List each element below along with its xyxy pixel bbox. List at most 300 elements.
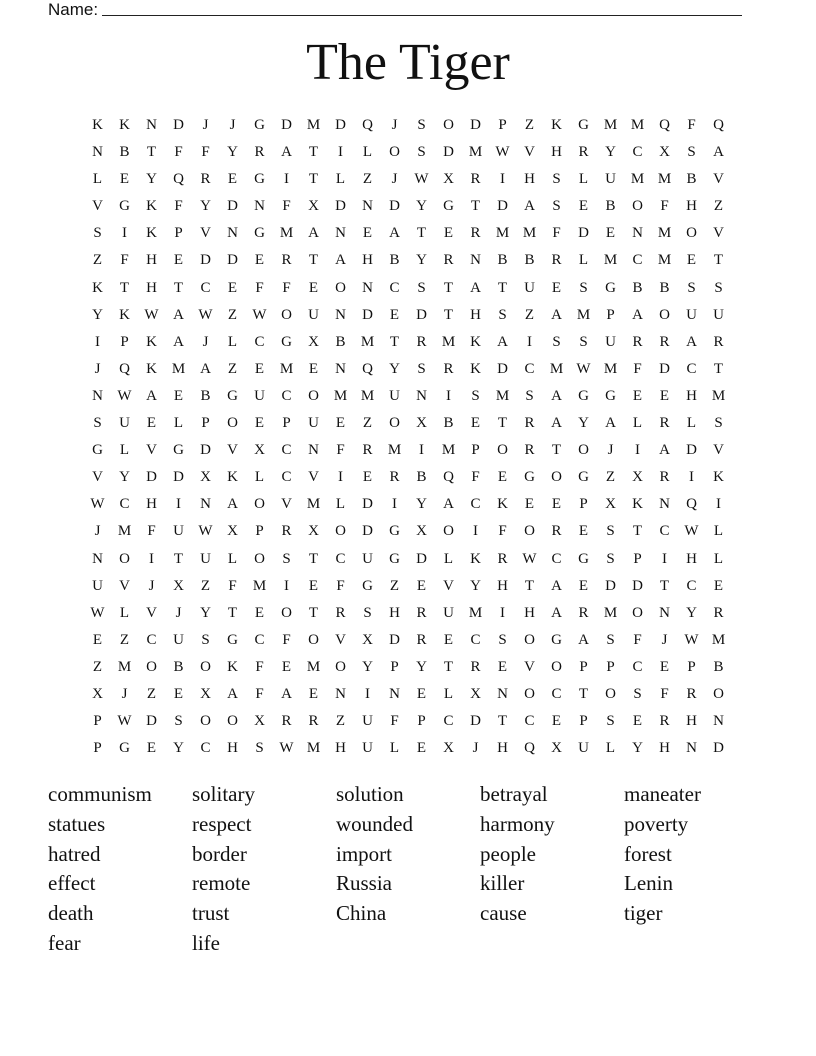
grid-letter[interactable]: E (524, 496, 535, 513)
grid-letter[interactable]: T (308, 604, 319, 621)
grid-letter[interactable]: G (578, 550, 589, 567)
grid-letter[interactable]: U (92, 577, 103, 594)
grid-letter[interactable]: S (282, 550, 291, 567)
grid-letter[interactable]: G (389, 523, 400, 540)
grid-letter[interactable]: B (443, 415, 454, 432)
grid-letter[interactable]: D (362, 496, 373, 513)
grid-letter[interactable]: N (227, 225, 238, 242)
grid-letter[interactable]: M (711, 631, 726, 648)
grid-letter[interactable]: T (713, 252, 724, 269)
grid-letter[interactable]: F (660, 198, 669, 215)
grid-letter[interactable]: J (94, 523, 101, 540)
grid-letter[interactable]: M (603, 604, 618, 621)
grid-letter[interactable]: T (470, 198, 481, 215)
grid-letter[interactable]: B (632, 279, 643, 296)
grid-letter[interactable]: E (227, 171, 238, 188)
grid-letter[interactable]: O (281, 306, 292, 323)
grid-letter[interactable]: K (119, 306, 130, 323)
grid-letter[interactable]: M (252, 577, 267, 594)
grid-letter[interactable]: M (306, 740, 321, 757)
grid-letter[interactable]: M (549, 360, 564, 377)
grid-letter[interactable]: P (579, 496, 588, 513)
grid-letter[interactable]: M (495, 387, 510, 404)
grid-letter[interactable]: O (227, 415, 238, 432)
grid-letter[interactable]: I (662, 550, 667, 567)
grid-letter[interactable]: Y (92, 306, 103, 323)
grid-letter[interactable]: H (551, 144, 562, 161)
grid-letter[interactable]: M (657, 252, 672, 269)
grid-letter[interactable]: G (254, 117, 265, 133)
grid-letter[interactable]: E (281, 658, 292, 675)
grid-letter[interactable]: M (387, 442, 402, 459)
grid-letter[interactable]: A (551, 387, 562, 404)
grid-letter[interactable]: S (471, 387, 480, 404)
grid-letter[interactable]: H (686, 550, 697, 567)
grid-letter[interactable]: D (416, 550, 427, 567)
grid-letter[interactable]: Z (362, 171, 373, 188)
grid-letter[interactable]: Z (362, 415, 373, 432)
grid-letter[interactable]: T (659, 577, 670, 594)
grid-letter[interactable]: A (281, 685, 292, 702)
grid-letter[interactable]: R (551, 252, 562, 269)
grid-letter[interactable]: E (146, 740, 157, 757)
grid-letter[interactable]: A (335, 252, 346, 269)
grid-letter[interactable]: I (527, 333, 532, 350)
grid-letter[interactable]: M (306, 658, 321, 675)
grid-letter[interactable]: M (117, 658, 132, 675)
grid-letter[interactable]: O (389, 144, 400, 161)
grid-letter[interactable]: Z (335, 713, 346, 730)
name-blank-line[interactable] (102, 1, 742, 16)
grid-letter[interactable]: Y (605, 144, 616, 161)
grid-letter[interactable]: R (659, 333, 670, 350)
grid-letter[interactable]: D (335, 198, 346, 215)
grid-letter[interactable]: M (279, 360, 294, 377)
grid-letter[interactable]: D (686, 442, 697, 459)
grid-letter[interactable]: R (659, 713, 670, 730)
grid-letter[interactable]: J (391, 171, 398, 188)
grid-letter[interactable]: B (335, 333, 346, 350)
grid-letter[interactable]: Z (524, 117, 535, 133)
grid-letter[interactable]: K (146, 198, 157, 215)
grid-letter[interactable]: S (201, 631, 210, 648)
grid-letter[interactable]: C (686, 577, 697, 594)
grid-letter[interactable]: O (254, 550, 265, 567)
grid-letter[interactable]: Y (173, 740, 184, 757)
grid-letter[interactable]: N (308, 442, 319, 459)
grid-letter[interactable]: D (578, 225, 589, 242)
grid-letter[interactable]: V (281, 496, 292, 513)
grid-letter[interactable]: T (308, 550, 319, 567)
grid-letter[interactable]: E (497, 469, 508, 486)
grid-letter[interactable]: D (470, 117, 481, 133)
grid-letter[interactable]: R (443, 252, 454, 269)
grid-letter[interactable]: O (497, 442, 508, 459)
grid-letter[interactable]: V (146, 604, 157, 621)
grid-letter[interactable]: N (362, 279, 373, 296)
grid-letter[interactable]: T (173, 550, 184, 567)
grid-letter[interactable]: D (362, 523, 373, 540)
grid-letter[interactable]: D (173, 469, 184, 486)
grid-letter[interactable]: A (470, 279, 481, 296)
grid-letter[interactable]: A (173, 333, 184, 350)
grid-letter[interactable]: I (473, 523, 478, 540)
grid-letter[interactable]: U (605, 333, 616, 350)
grid-letter[interactable]: Z (227, 306, 238, 323)
grid-letter[interactable]: O (308, 631, 319, 648)
grid-letter[interactable]: O (551, 658, 562, 675)
grid-letter[interactable]: T (443, 658, 454, 675)
grid-letter[interactable]: C (524, 360, 535, 377)
grid-letter[interactable]: E (416, 577, 427, 594)
grid-letter[interactable]: L (389, 740, 400, 757)
grid-letter[interactable]: J (202, 333, 209, 350)
grid-letter[interactable]: G (443, 198, 454, 215)
grid-letter[interactable]: V (308, 469, 319, 486)
grid-letter[interactable]: F (147, 523, 156, 540)
grid-letter[interactable]: M (495, 225, 510, 242)
grid-letter[interactable]: A (713, 144, 724, 161)
grid-letter[interactable]: K (551, 117, 562, 133)
grid-letter[interactable]: P (606, 306, 615, 323)
grid-letter[interactable]: A (659, 442, 670, 459)
grid-letter[interactable]: R (659, 469, 670, 486)
grid-letter[interactable]: S (714, 279, 723, 296)
grid-letter[interactable]: C (659, 523, 670, 540)
grid-letter[interactable]: V (443, 577, 454, 594)
grid-letter[interactable]: U (308, 306, 319, 323)
grid-letter[interactable]: R (470, 171, 481, 188)
grid-letter[interactable]: P (120, 333, 129, 350)
grid-letter[interactable]: N (470, 252, 481, 269)
grid-letter[interactable]: E (443, 225, 454, 242)
grid-letter[interactable]: E (416, 740, 427, 757)
grid-letter[interactable]: K (497, 496, 508, 513)
grid-letter[interactable]: M (657, 171, 672, 188)
grid-letter[interactable]: M (468, 144, 483, 161)
grid-letter[interactable]: F (174, 198, 183, 215)
grid-letter[interactable]: C (632, 252, 643, 269)
grid-letter[interactable]: J (607, 442, 614, 459)
grid-letter[interactable]: R (416, 604, 427, 621)
grid-letter[interactable]: A (524, 198, 535, 215)
grid-letter[interactable]: Y (416, 658, 427, 675)
grid-letter[interactable]: J (121, 685, 128, 702)
grid-letter[interactable]: F (282, 279, 291, 296)
grid-letter[interactable]: T (308, 144, 319, 161)
grid-letter[interactable]: S (606, 550, 615, 567)
grid-letter[interactable]: F (336, 577, 345, 594)
grid-letter[interactable]: O (524, 631, 535, 648)
grid-letter[interactable]: R (200, 171, 211, 188)
grid-letter[interactable]: O (632, 198, 643, 215)
grid-letter[interactable]: T (443, 279, 454, 296)
grid-letter[interactable]: M (171, 360, 186, 377)
grid-letter[interactable]: R (578, 604, 589, 621)
grid-letter[interactable]: S (417, 360, 426, 377)
grid-letter[interactable]: S (498, 631, 507, 648)
grid-letter[interactable]: U (173, 631, 184, 648)
grid-letter[interactable]: M (711, 387, 726, 404)
grid-letter[interactable]: W (90, 604, 105, 621)
grid-letter[interactable]: W (198, 523, 213, 540)
grid-letter[interactable]: L (578, 171, 589, 188)
grid-letter[interactable]: H (146, 279, 157, 296)
grid-letter[interactable]: I (122, 225, 127, 242)
grid-letter[interactable]: U (686, 306, 697, 323)
grid-letter[interactable]: G (551, 631, 562, 648)
grid-letter[interactable]: I (635, 442, 640, 459)
grid-letter[interactable]: O (227, 713, 238, 730)
grid-letter[interactable]: E (308, 685, 319, 702)
grid-letter[interactable]: S (93, 415, 102, 432)
grid-letter[interactable]: N (659, 604, 670, 621)
grid-letter[interactable]: N (335, 225, 346, 242)
grid-letter[interactable]: P (93, 713, 102, 730)
grid-letter[interactable]: T (119, 279, 130, 296)
grid-letter[interactable]: D (146, 713, 157, 730)
grid-letter[interactable]: J (229, 117, 236, 133)
grid-letter[interactable]: U (254, 387, 265, 404)
grid-letter[interactable]: W (117, 713, 132, 730)
grid-letter[interactable]: O (335, 523, 346, 540)
grid-letter[interactable]: G (92, 442, 103, 459)
grid-letter[interactable]: F (201, 144, 210, 161)
grid-letter[interactable]: L (713, 523, 724, 540)
grid-letter[interactable]: D (227, 198, 238, 215)
grid-letter[interactable]: R (524, 442, 535, 459)
grid-letter[interactable]: X (227, 523, 238, 540)
grid-letter[interactable]: U (362, 550, 373, 567)
grid-letter[interactable]: V (713, 442, 724, 459)
grid-letter[interactable]: E (443, 631, 454, 648)
grid-letter[interactable]: S (525, 387, 534, 404)
grid-letter[interactable]: E (362, 225, 373, 242)
grid-letter[interactable]: A (686, 333, 697, 350)
grid-letter[interactable]: X (605, 496, 616, 513)
grid-letter[interactable]: Z (524, 306, 535, 323)
grid-letter[interactable]: F (174, 144, 183, 161)
grid-letter[interactable]: L (713, 550, 724, 567)
grid-letter[interactable]: X (470, 685, 481, 702)
grid-letter[interactable]: L (443, 550, 454, 567)
grid-letter[interactable]: U (119, 415, 130, 432)
grid-letter[interactable]: E (227, 279, 238, 296)
grid-letter[interactable]: W (684, 523, 699, 540)
grid-letter[interactable]: V (524, 658, 535, 675)
grid-letter[interactable]: I (689, 469, 694, 486)
grid-letter[interactable]: R (686, 685, 697, 702)
grid-letter[interactable]: L (632, 415, 643, 432)
grid-letter[interactable]: Z (92, 658, 103, 675)
grid-letter[interactable]: X (416, 523, 427, 540)
grid-letter[interactable]: D (173, 117, 184, 133)
grid-letter[interactable]: X (308, 333, 319, 350)
grid-letter[interactable]: O (281, 604, 292, 621)
grid-letter[interactable]: F (120, 252, 129, 269)
grid-letter[interactable]: Y (632, 740, 643, 757)
grid-letter[interactable]: U (362, 713, 373, 730)
grid-letter[interactable]: M (468, 604, 483, 621)
grid-letter[interactable]: D (281, 117, 292, 133)
grid-letter[interactable]: D (497, 360, 508, 377)
grid-letter[interactable]: N (335, 306, 346, 323)
grid-letter[interactable]: M (279, 225, 294, 242)
grid-letter[interactable]: N (92, 550, 103, 567)
grid-letter[interactable]: D (659, 360, 670, 377)
grid-letter[interactable]: L (686, 415, 697, 432)
grid-letter[interactable]: F (660, 685, 669, 702)
grid-letter[interactable]: F (552, 225, 561, 242)
grid-letter[interactable]: X (254, 442, 265, 459)
grid-letter[interactable]: J (472, 740, 479, 757)
grid-letter[interactable]: K (632, 496, 643, 513)
grid-letter[interactable]: P (579, 658, 588, 675)
grid-letter[interactable]: F (498, 523, 507, 540)
grid-letter[interactable]: N (335, 360, 346, 377)
grid-letter[interactable]: R (389, 469, 400, 486)
grid-letter[interactable]: J (661, 631, 668, 648)
grid-letter[interactable]: C (389, 279, 400, 296)
grid-letter[interactable]: E (578, 523, 589, 540)
grid-letter[interactable]: U (524, 279, 535, 296)
grid-letter[interactable]: P (498, 117, 507, 133)
grid-letter[interactable]: N (92, 387, 103, 404)
grid-letter[interactable]: Y (470, 577, 481, 594)
grid-letter[interactable]: S (417, 117, 426, 133)
grid-letter[interactable]: J (202, 117, 209, 133)
grid-letter[interactable]: K (470, 333, 481, 350)
grid-letter[interactable]: A (497, 333, 508, 350)
grid-letter[interactable]: B (713, 658, 724, 675)
grid-letter[interactable]: R (551, 523, 562, 540)
grid-letter[interactable]: X (416, 415, 427, 432)
grid-letter[interactable]: Y (146, 171, 157, 188)
grid-letter[interactable]: L (578, 252, 589, 269)
grid-letter[interactable]: N (146, 117, 157, 133)
grid-letter[interactable]: L (173, 415, 184, 432)
grid-letter[interactable]: X (632, 469, 643, 486)
grid-letter[interactable]: R (281, 713, 292, 730)
grid-letter[interactable]: Y (200, 198, 211, 215)
grid-letter[interactable]: E (173, 252, 184, 269)
grid-letter[interactable]: Z (389, 577, 400, 594)
grid-letter[interactable]: F (390, 713, 399, 730)
grid-letter[interactable]: E (578, 198, 589, 215)
grid-letter[interactable]: G (362, 577, 373, 594)
grid-letter[interactable]: S (606, 713, 615, 730)
grid-letter[interactable]: G (389, 550, 400, 567)
grid-letter[interactable]: L (119, 442, 130, 459)
grid-letter[interactable]: P (174, 225, 183, 242)
grid-letter[interactable]: E (308, 279, 319, 296)
grid-letter[interactable]: L (335, 171, 346, 188)
grid-letter[interactable]: H (524, 604, 535, 621)
grid-letter[interactable]: D (605, 577, 616, 594)
grid-letter[interactable]: O (200, 658, 211, 675)
grid-letter[interactable]: G (605, 279, 616, 296)
grid-letter[interactable]: A (308, 225, 319, 242)
grid-letter[interactable]: D (632, 577, 643, 594)
grid-letter[interactable]: T (524, 577, 535, 594)
grid-letter[interactable]: T (497, 279, 508, 296)
grid-letter[interactable]: I (338, 144, 343, 161)
grid-letter[interactable]: W (117, 387, 132, 404)
grid-letter[interactable]: T (416, 225, 427, 242)
grid-letter[interactable]: T (497, 415, 508, 432)
grid-letter[interactable]: C (551, 685, 562, 702)
grid-letter[interactable]: I (149, 550, 154, 567)
grid-letter[interactable]: E (254, 252, 265, 269)
grid-letter[interactable]: X (443, 171, 454, 188)
grid-letter[interactable]: B (200, 387, 211, 404)
grid-letter[interactable]: E (254, 415, 265, 432)
grid-letter[interactable]: L (119, 604, 130, 621)
grid-letter[interactable]: T (497, 713, 508, 730)
grid-letter[interactable]: T (443, 306, 454, 323)
grid-letter[interactable]: P (282, 415, 291, 432)
grid-letter[interactable]: C (281, 387, 292, 404)
grid-letter[interactable]: O (308, 387, 319, 404)
grid-letter[interactable]: X (659, 144, 670, 161)
grid-letter[interactable]: H (146, 252, 157, 269)
grid-letter[interactable]: D (389, 631, 400, 648)
grid-letter[interactable]: D (713, 740, 724, 757)
grid-letter[interactable]: Q (686, 496, 697, 513)
grid-letter[interactable]: V (200, 225, 211, 242)
grid-letter[interactable]: C (632, 144, 643, 161)
grid-letter[interactable]: H (389, 604, 400, 621)
grid-letter[interactable]: E (659, 658, 670, 675)
grid-letter[interactable]: R (254, 144, 265, 161)
grid-letter[interactable]: L (227, 550, 238, 567)
grid-letter[interactable]: A (227, 496, 238, 513)
grid-letter[interactable]: W (576, 360, 591, 377)
grid-letter[interactable]: D (389, 198, 400, 215)
grid-letter[interactable]: X (200, 469, 211, 486)
grid-letter[interactable]: W (144, 306, 159, 323)
grid-letter[interactable]: E (389, 306, 400, 323)
grid-letter[interactable]: C (119, 496, 130, 513)
grid-letter[interactable]: V (713, 225, 724, 242)
grid-letter[interactable]: G (119, 198, 130, 215)
grid-letter[interactable]: X (362, 631, 373, 648)
grid-letter[interactable]: E (551, 496, 562, 513)
grid-letter[interactable]: E (632, 713, 643, 730)
grid-letter[interactable]: B (524, 252, 535, 269)
grid-letter[interactable]: R (335, 604, 346, 621)
grid-letter[interactable]: S (255, 740, 264, 757)
grid-letter[interactable]: H (686, 713, 697, 730)
grid-letter[interactable]: E (686, 252, 697, 269)
grid-letter[interactable]: Z (146, 685, 157, 702)
grid-letter[interactable]: A (200, 360, 211, 377)
grid-letter[interactable]: K (713, 469, 724, 486)
grid-letter[interactable]: Y (200, 604, 211, 621)
grid-letter[interactable]: R (713, 604, 724, 621)
grid-letter[interactable]: Q (119, 360, 130, 377)
grid-letter[interactable]: B (605, 198, 616, 215)
grid-letter[interactable]: S (552, 333, 561, 350)
grid-letter[interactable]: I (95, 333, 100, 350)
grid-letter[interactable]: T (578, 685, 589, 702)
grid-letter[interactable]: O (335, 658, 346, 675)
grid-letter[interactable]: F (633, 631, 642, 648)
grid-letter[interactable]: K (227, 469, 238, 486)
grid-letter[interactable]: D (200, 252, 211, 269)
grid-letter[interactable]: X (551, 740, 562, 757)
grid-letter[interactable]: F (687, 117, 696, 133)
